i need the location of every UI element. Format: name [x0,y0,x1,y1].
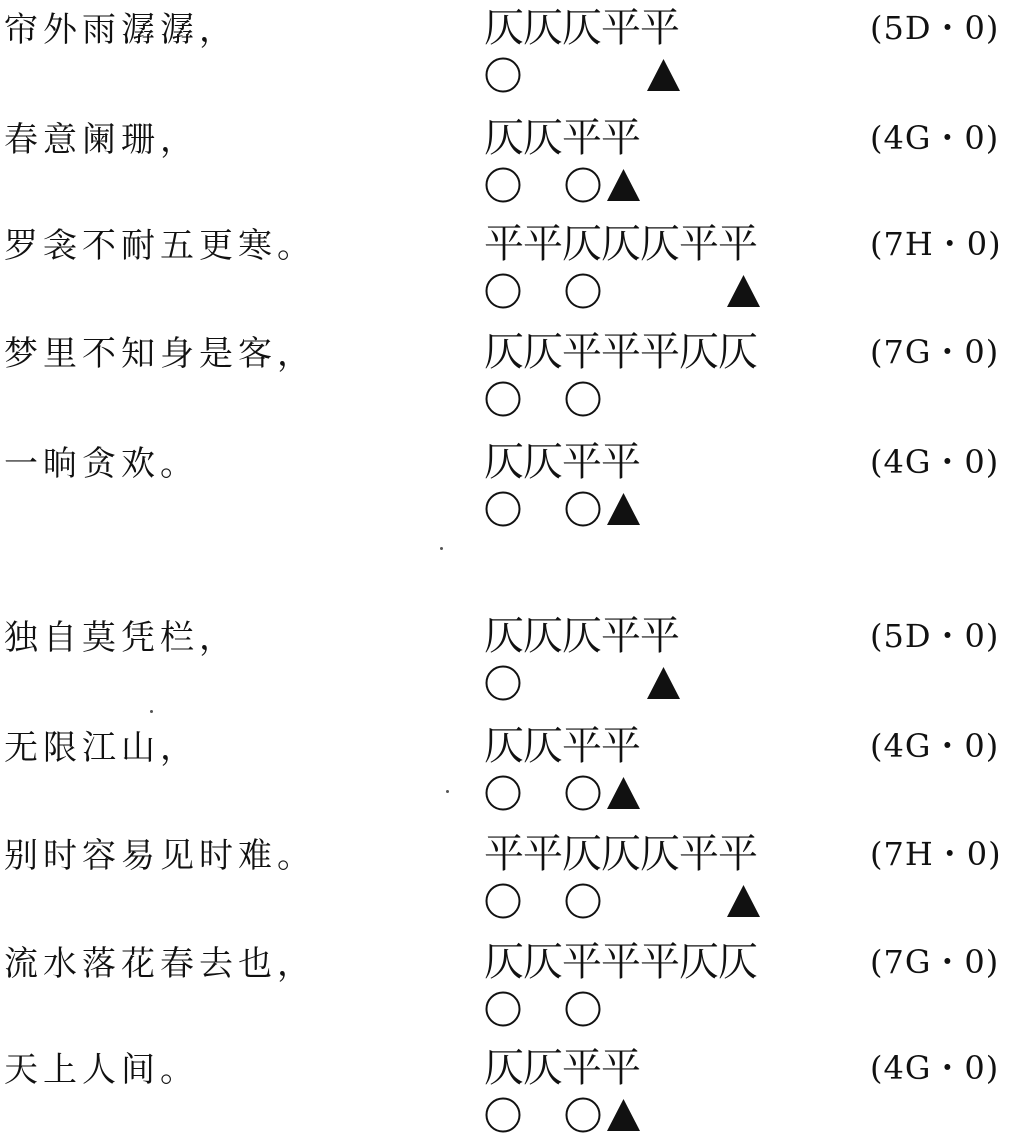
tone-marks [484,380,784,420]
triangle-mark-icon [604,166,643,204]
verse-text: 罗衾不耐五更寒。 [4,226,316,266]
tone-marks [484,272,784,312]
circle-mark-icon [484,1096,523,1134]
verse-line [0,832,1018,932]
scan-speck [440,547,443,550]
meter-code: (5D・0) [870,617,1000,655]
circle-mark-icon [484,990,523,1028]
verse-line [0,116,1018,216]
verse-text: 天上人间。 [4,1050,199,1090]
verse-text: 流水落花春去也， [4,944,316,984]
verse-line [0,6,1018,106]
meter-code: (7G・0) [870,333,1000,371]
circle-mark-icon [484,490,523,528]
triangle-mark-icon [604,774,643,812]
tone-pattern: 仄仄平平 [484,723,640,769]
circle-mark-icon [484,380,523,418]
tone-pattern: 平平仄仄仄平平 [484,831,757,877]
verse-text: 帘外雨潺潺， [4,10,238,50]
triangle-mark-icon [724,272,763,310]
triangle-mark-icon [604,490,643,528]
circle-mark-icon [564,272,603,310]
verse-text: 别时容易见时难。 [4,836,316,876]
circle-mark-icon [564,882,603,920]
tone-marks [484,1096,784,1136]
tone-pattern: 仄仄平平平仄仄 [484,939,757,985]
meter-code: (5D・0) [870,9,1000,47]
tone-pattern: 平平仄仄仄平平 [484,221,757,267]
tone-marks [484,990,784,1030]
tone-marks [484,664,784,704]
tone-marks [484,882,784,922]
verse-line [0,330,1018,430]
tone-marks [484,774,784,814]
circle-mark-icon [484,882,523,920]
verse-text: 梦里不知身是客， [4,334,316,374]
triangle-mark-icon [644,664,683,702]
tone-pattern: 仄仄平平 [484,115,640,161]
circle-mark-icon [484,166,523,204]
triangle-mark-icon [724,882,763,920]
verse-line [0,1046,1018,1146]
verse-line [0,222,1018,322]
circle-mark-icon [484,664,523,702]
circle-mark-icon [484,56,523,94]
verse-line [0,614,1018,714]
meter-code: (7H・0) [870,835,1002,873]
circle-mark-icon [564,380,603,418]
verse-text: 独自莫凭栏， [4,618,238,658]
verse-line [0,440,1018,540]
scan-speck [446,790,449,793]
verse-text: 无限江山， [4,728,199,768]
circle-mark-icon [484,774,523,812]
circle-mark-icon [484,272,523,310]
verse-text: 春意阑珊， [4,120,199,160]
meter-code: (4G・0) [870,1049,1000,1087]
verse-text: 一晌贪欢。 [4,444,199,484]
scan-speck [150,710,153,713]
circle-mark-icon [564,166,603,204]
verse-line [0,940,1018,1040]
tone-pattern: 仄仄仄平平 [484,613,679,659]
tone-marks [484,56,784,96]
circle-mark-icon [564,490,603,528]
meter-code: (4G・0) [870,443,1000,481]
tone-pattern: 仄仄平平平仄仄 [484,329,757,375]
meter-code: (4G・0) [870,119,1000,157]
circle-mark-icon [564,1096,603,1134]
tone-marks [484,166,784,206]
meter-code: (7H・0) [870,225,1002,263]
verse-line [0,724,1018,824]
meter-code: (4G・0) [870,727,1000,765]
tone-marks [484,490,784,530]
triangle-mark-icon [604,1096,643,1134]
tone-pattern: 仄仄平平 [484,1045,640,1091]
triangle-mark-icon [644,56,683,94]
tone-pattern: 仄仄平平 [484,439,640,485]
tone-pattern: 仄仄仄平平 [484,5,679,51]
circle-mark-icon [564,990,603,1028]
circle-mark-icon [564,774,603,812]
meter-code: (7G・0) [870,943,1000,981]
